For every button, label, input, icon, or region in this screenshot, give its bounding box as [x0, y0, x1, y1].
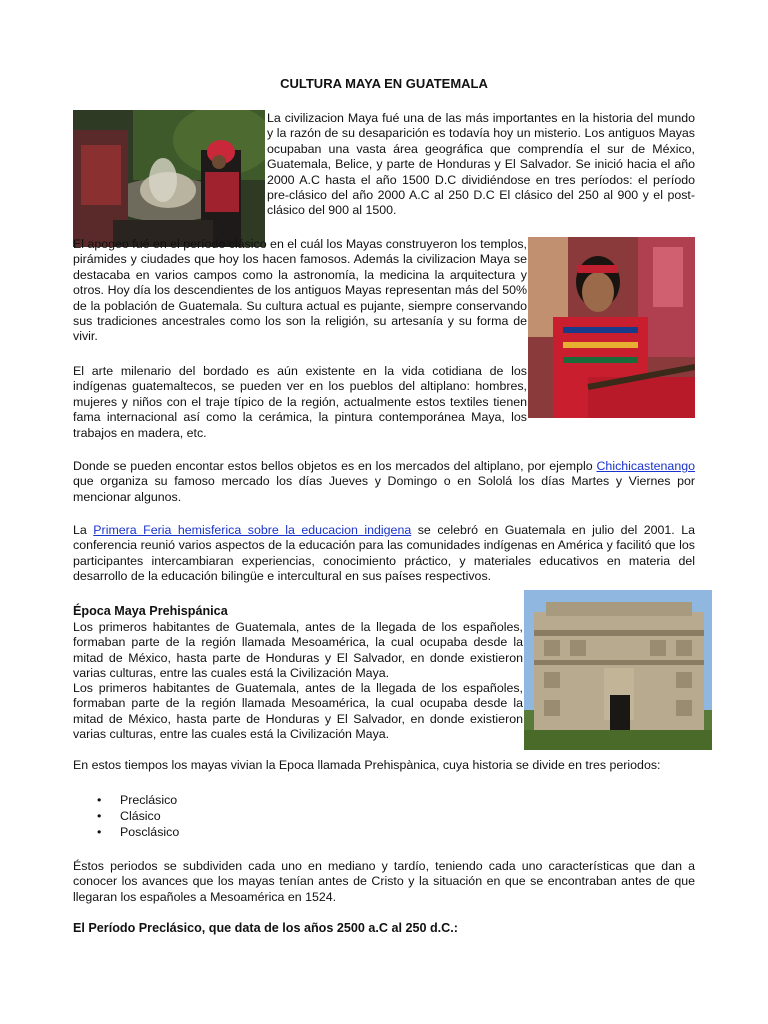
embroidery-paragraph: El arte milenario del bordado es aún existente en la vida cotidiana de los indígenas guatemaltecos, se pueden ver en los pueblos del altiplano: hombres, mujeres y niños con el traje típico de la región, actualmente estos textiles tienen fama internacional así como la cerámica, la pintura contemporánea Maya, los trabajos en madera, etc. — [73, 364, 527, 440]
feria-text-before: La — [73, 523, 94, 537]
list-item — [73, 792, 373, 808]
apogee-paragraph: El apogeo fué en el período clásico en el cuál los Mayas construyeron los templos, pirámides y ciudades que hoy los hacen famosos. Además la civilizacion Maya se destacaba en varios campos como la astronomía, la medicina la arquitectura y otros. Hoy día los descendientes de los antiguos Mayas representan más del 50% de la población de Guatemala. Su cultura actual es pujante, siempre conservando sus tradiciones ancestrales como los son la religión, su artesanía y su forma de vivir. — [73, 237, 527, 344]
section-heading-prehispanic: Época Maya Prehispánica — [73, 604, 228, 618]
period-label: Posclásico — [120, 825, 180, 839]
period-label: Clásico — [120, 809, 161, 823]
markets-paragraph — [73, 459, 695, 505]
periods-list — [73, 792, 373, 840]
chichicastenango-link[interactable]: Chichicastenango — [596, 459, 695, 473]
periods-intro: En estos tiempos los mayas vivian la Epoca llamada Prehispànica, cuya historia se divide en tres periodos: — [73, 758, 661, 772]
weaver-photo — [528, 237, 695, 418]
intro-paragraph: La civilizacion Maya fué una de las más importantes en la historia del mundo y la razón de su desaparición es todavía hoy un misterio. Los antiguos Mayas ocupaban una vasta área geográfica que comprendía el sur de México, Guatemala, Belice, y parte de Honduras y El Salvador. Se inició hacia el año 2000 A.C hasta el año 1500 D.C dividiéndose en tres períodos: el período pre-clásico del año 2000 A.C al 250 D.C El clásico del 250 al 900 y el post-clásico del 900 al 1500. — [267, 111, 695, 218]
document-title: CULTURA MAYA EN GUATEMALA — [280, 76, 488, 91]
subdivision-paragraph: Éstos periodos se subdividen cada uno en mediano y tardío, teniendo cada uno características que dan a conocer los avances que los mayas tenían antes de Cristo y la situación en que se encontraban antes de que llegaran los españoles a Mesoamérica en 1524. — [73, 859, 695, 904]
prehispanic-paragraph-2: Los primeros habitantes de Guatemala, antes de la llegada de los españoles, formaban parte de la región llamada Mesoamérica, la cual ocupaba desde la mitad de México, hasta parte de Honduras y El Salvador, en donde existieron varias culturas, entre las cuales está la Civilización Maya. — [73, 681, 523, 742]
list-item — [73, 808, 373, 824]
section-heading-preclassic: El Período Preclásico, que data de los años 2500 a.C al 250 d.C.: — [73, 921, 458, 935]
list-item — [73, 824, 373, 840]
markets-text-after: que organiza su famoso mercado los días Jueves y Domingo o en Sololá los días Martes y Viernes por mencionar algunos. — [73, 474, 695, 504]
bullet-icon: • — [97, 809, 102, 823]
bullet-icon: • — [97, 793, 102, 807]
period-label: Preclásico — [120, 793, 178, 807]
bullet-icon: • — [97, 825, 102, 839]
ruins-photo — [524, 590, 712, 750]
markets-text-before: Donde se pueden encontar estos bellos objetos es en los mercados del altiplano, por ejemplo — [73, 459, 597, 473]
feria-link[interactable]: Primera Feria hemisferica sobre la educacion indigena — [93, 523, 412, 537]
ceremony-photo — [73, 110, 265, 247]
prehispanic-paragraph-1: Los primeros habitantes de Guatemala, antes de la llegada de los españoles, formaban parte de la región llamada Mesoamérica, la cual ocupaba desde la mitad de México, hasta parte de Honduras y El Salvador, en donde existieron varias culturas, entre las cuales está la Civilización Maya. — [73, 620, 523, 681]
feria-text-after: se celebró en Guatemala en julio del 2001. La conferencia reunió varios aspectos de la educación para las comunidades indígenas en América y facilitó que los participantes intercambiaran experiencias, conocimiento práctico, y materiales educativos en materia del desarrollo de la educación bilingüe e intercultural en sus países respectivos. — [73, 523, 695, 584]
feria-paragraph — [73, 523, 695, 585]
